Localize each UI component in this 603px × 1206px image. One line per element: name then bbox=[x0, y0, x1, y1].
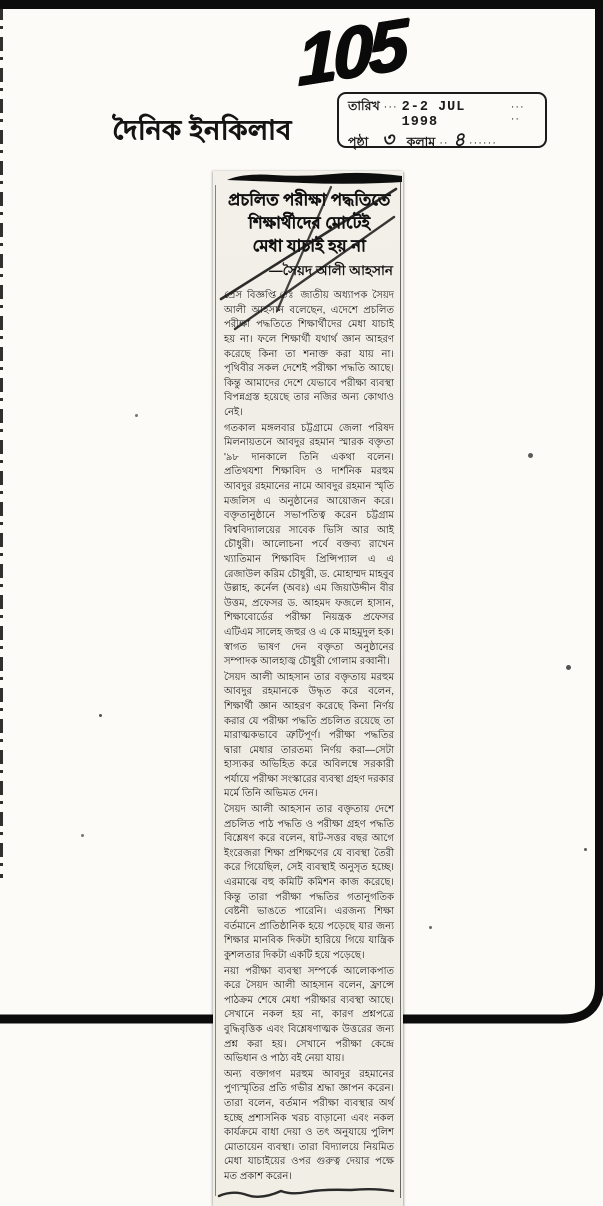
stamp-page-value: ৩ bbox=[381, 129, 396, 152]
end-underline-squiggle bbox=[217, 1188, 397, 1200]
stamp-date-value: 2-2 JUL 1998 bbox=[401, 100, 466, 130]
article-paragraph: নয়া পরীক্ষা ব্যবস্থা সম্পর্কে আলোকপাত করে সৈয়দ আলী আহসান বলেন, ফ্রান্সে পাঠক্রম শেষে মেধা পরীক্ষার ব্যবস্থা আছে। সেখানে নকল হয় না, কারণ প্রশ্নপত্রে বুদ্ধিবৃত্তিক এবং বিশ্লেষণাত্মক উত্তরের জন্য প্রশ্ন করা হয়। সেখানে পরীক্ষা কেন্দ্রে অভিধান ও পাঠ্য বই নেয়া যায়। bbox=[224, 965, 394, 1065]
stamp-date-row bbox=[348, 98, 537, 130]
article-paragraph: সৈয়দ আলী আহসান তার বক্তৃতায় দেশে প্রচলিত পাঠ পদ্ধতি ও পরীক্ষা গ্রহণ পদ্ধতি বিশ্লেষণ করে বলেন, ষাট-সত্তর বছর আগে ইংরেজরা শিক্ষা প্রশিক্ষণের যে ব্যবস্থা তৈরী করে গিয়েছিল, সেই ব্যবস্থাই অনুসৃত হচ্ছে। এরমাঝে বহু কমিটি কমিশন কাজ করেছে। কিন্তু তারা পরীক্ষা পদ্ধতির গতানুগতিক বেষ্টনী ভাঙতে পারেনি। এরজন্য শিক্ষা বর্তমানে প্রাতিষ্ঠানিক হয়ে পড়েছে যার জন্য শিক্ষার মানবিক দিকটা হারিয়ে গিয়ে যান্ত্রিক কুশলতার দিকটা একটি হয়ে পড়েছে। bbox=[224, 804, 394, 962]
date-stamp-box bbox=[337, 92, 547, 152]
stamp-date-dots-right: ··· ·· bbox=[510, 101, 525, 125]
stamp-date-dots-left: ··· bbox=[383, 101, 398, 113]
article-paragraph: গতকাল মঙ্গলবার চট্টগ্রামে জেলা পরিষদ মিলনায়তনে আবদুর রহমান স্মারক বক্তৃতা '৯৮ দানকালে তিনি একথা বলেন। প্রতিথযশা শিক্ষাবিদ ও দার্শনিক মরহুম আবদুর রহমানের নামে আবদুর রহমান স্মৃতি মজলিস এ অনুষ্ঠানের আয়োজন করে। বক্তৃতানুষ্ঠানে সভাপতিত্ব করেন চট্টগ্রাম বিশ্ববিদ্যালয়ের সাবেক ভিসি আর আই চৌধুরী। আলোচনা পর্বে বক্তব্য রাখেন খ্যাতিমান শিক্ষাবিদ প্রিন্সিপ্যাল এ এ রেজাউল করিম চৌধুরী, ড. মোহাম্মদ মাহবুব উল্লাহ, কর্নেল (অবঃ) এম জিয়াউদ্দীন বীর উত্তম, প্রফেসর ড. আহমদ ফজলে হাসান, শিক্ষাবোর্ডের পরীক্ষা নিয়ন্ত্রক প্রফেসর এটিএম সালেহ জহুর ও এ কে মাহমুদুল হক। স্বাগত ভাষণ দেন বক্তৃতা অনুষ্ঠানের সম্পাদক আলহাজ্ব চৌধুরী গোলাম রব্বানী। bbox=[224, 422, 394, 668]
article-byline: —সৈয়দ আলী আহসান bbox=[269, 263, 393, 279]
column-rule-left bbox=[215, 185, 216, 1196]
article-paragraph: অন্য বক্তাগণ মরহুম আবদুর রহমানের পুণ্যস্মৃতির প্রতি গভীর শ্রদ্ধা জ্ঞাপন করেন। তারা বলেন, বর্তমান পরীক্ষা ব্যবস্থার অর্থ হচ্ছে প্রশাসনিক খরচ বাড়ানো এবং নকল কার্যক্রমে বাধা দেয়া ও তৎ অনুযায়ে পুলিশ মোতায়েন ব্যবস্থা। তারা বিদ্যালয়ে নিয়মিত মেধা যাচাইয়ের ওপর গুরুত্ব দেয়ার পক্ষে মত প্রকাশ করেন। bbox=[224, 1068, 394, 1182]
masthead-title: দৈনিক ইনকিলাব bbox=[112, 115, 292, 145]
article-headline bbox=[213, 185, 403, 257]
headline-line-1: প্রচলিত পরীক্ষা পদ্ধতিতে bbox=[227, 191, 391, 209]
stamp-page-row bbox=[348, 129, 537, 154]
headline-line-3: মেধা যাচাই হয় না bbox=[252, 236, 366, 255]
photocopy-left-edge bbox=[0, 6, 3, 878]
scan-noise-dots bbox=[99, 714, 102, 717]
stamp-column-label: কলাম bbox=[406, 135, 436, 149]
headline-line-2: শিক্ষার্থীদের মোটেই bbox=[248, 213, 370, 232]
stamp-date-label: তারিখ bbox=[348, 99, 380, 113]
clipping-torn-top-edge bbox=[213, 171, 403, 185]
article-body bbox=[213, 287, 403, 1189]
article-paragraph: প্রেস বিজ্ঞপ্তি ঃ জাতীয় অধ্যাপক সৈয়দ আলী আহসান বলেছেন, এদেশে প্রচলিত পরীক্ষা পদ্ধতিতে শিক্ষার্থীদের মেধা যাচাই হয় না। ফলে শিক্ষার্থী যথার্থ জ্ঞান আহরণ করেছে কিনা তা শনাক্ত করা যায় না। পৃথিবীর সকল দেশেই পরীক্ষা পদ্ধতি আছে। কিন্তু আমাদের দেশে যেভাবে পরীক্ষা ব্যবস্থা বিপন্নগ্রস্ত হয়েছে তার নজির অন্য কোথাও নেই। bbox=[224, 290, 394, 419]
news-clipping bbox=[213, 171, 403, 1206]
stamp-page-label: পৃষ্ঠা bbox=[348, 135, 369, 149]
article-paragraph: সৈয়দ আলী আহসান তার বক্তৃতায় মরহুম আবদুর রহমানকে উদ্ধৃত করে বলেন, শিক্ষার্থী জ্ঞান আহরণ করেছে কিনা নির্ণয় করার যে পরীক্ষা পদ্ধতি প্রচলিত রয়েছে তা মারাত্মকভাবে ত্রুটিপূর্ণ। পরীক্ষা পদ্ধতির দ্বারা মেধার তারতম্য নির্ণয় করা—সেটা হাস্যকর অভিহিত করে অবিলম্বে সরকারী পর্যায়ে পরীক্ষা সংস্কারের ব্যবস্থা গ্রহণ দরকার মর্মে তিনি অভিমত দেন। bbox=[224, 671, 394, 800]
handwritten-page-number: 105 bbox=[296, 3, 405, 102]
stamp-trailing-dots: ······ bbox=[468, 137, 497, 149]
stamp-column-dots: ·· bbox=[439, 137, 449, 149]
stamp-column-value: ৪ bbox=[451, 129, 466, 152]
column-rule-right bbox=[400, 181, 401, 1198]
